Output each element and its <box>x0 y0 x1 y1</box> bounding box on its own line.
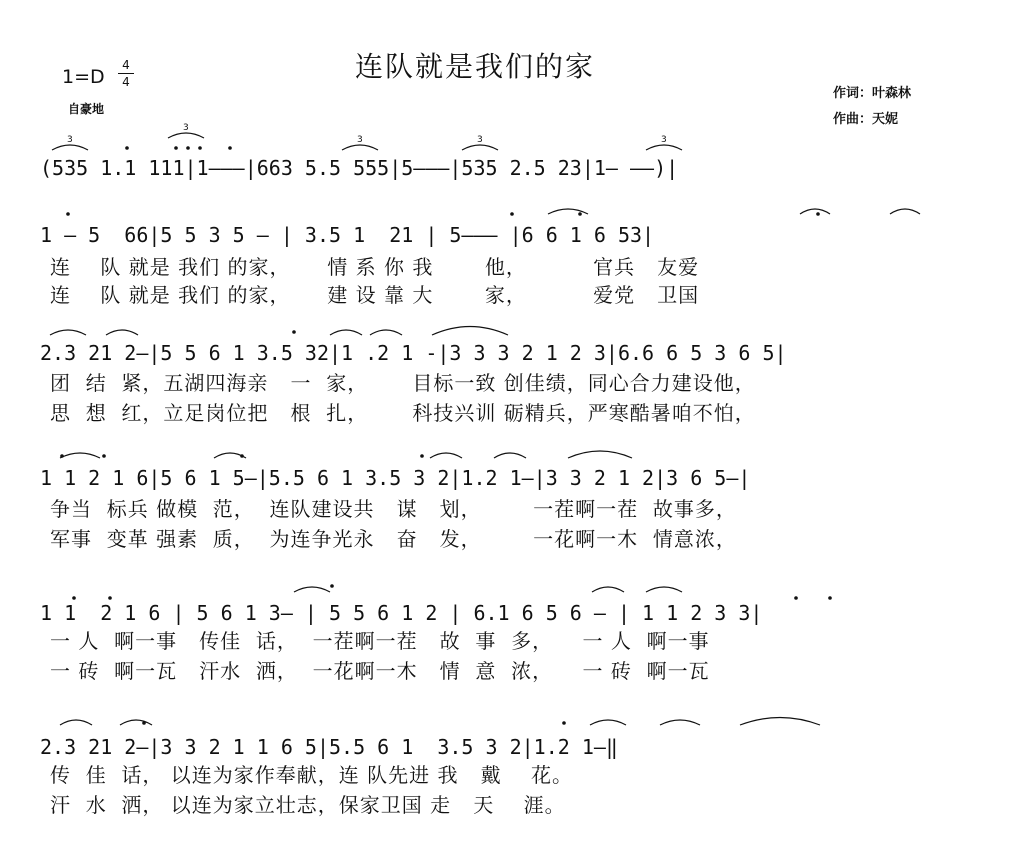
slur <box>50 330 86 335</box>
slur <box>800 209 830 214</box>
triplet-number: 3 <box>477 135 483 145</box>
slur <box>660 720 700 725</box>
octave-dot <box>102 454 106 458</box>
lyric-line-verse-1: 争当 标兵 做模 范， 连队建设共 谋 划， 一茬啊一茬 故事多， <box>50 497 737 521</box>
slur <box>890 209 920 214</box>
notation-line: 1 1 2 1 6|5 6 1 5—|5.5 6 1 3.5 3 2|1.2 1—|3 3 2 1 2|3 6 5—| <box>40 466 751 490</box>
lyric-line-verse-2: 一 砖 啊一瓦 汗水 洒， 一花啊一木 情 意 浓， 一 砖 啊一瓦 <box>50 659 710 683</box>
triplet-number: 3 <box>67 135 73 145</box>
octave-dot <box>125 146 129 150</box>
octave-dot <box>142 721 146 725</box>
lyric-line-verse-2: 军事 变革 强素 质， 为连争光永 奋 发， 一花啊一木 情意浓， <box>50 527 737 551</box>
lyric-line-verse-1: 传 佳 话， 以连为家作奉献，连 队先进 我 戴 花。 <box>50 763 574 787</box>
octave-dot <box>816 212 820 216</box>
octave-dot <box>330 584 334 588</box>
octave-dot <box>562 721 566 725</box>
slur <box>740 718 820 726</box>
slur <box>294 587 330 592</box>
triplet-number: 3 <box>183 123 189 133</box>
key-signature: 1=D <box>62 66 105 88</box>
slur <box>330 330 362 335</box>
time-signature-divider <box>118 73 134 74</box>
slur <box>494 453 526 458</box>
notation-line: 1 1 2 1 6 | 5 6 1 3— | 5 5 6 1 2 | 6.1 6 5 6 — | 1 1 2 3 3| <box>40 601 763 625</box>
triplet-number: 3 <box>357 135 363 145</box>
slur <box>106 330 138 335</box>
triplet-slur <box>646 145 682 150</box>
slur <box>592 587 624 592</box>
composer-credit: 作曲：天妮 <box>833 112 899 127</box>
time-signature <box>118 58 134 89</box>
slur <box>60 720 92 725</box>
octave-dot <box>174 146 178 150</box>
octave-dot <box>240 454 244 458</box>
lyricist-credit: 作词：叶森林 <box>833 86 912 101</box>
slur <box>60 453 100 458</box>
notation-line: (535 1.1 111|1———|663 5.5 555|5———|535 2.5 23|1— ——)| <box>40 156 679 180</box>
lyric-line-verse-2: 汗 水 洒， 以连为家立壮志，保家卫国 走 天 涯。 <box>50 793 566 817</box>
lyric-line-verse-2: 思 想 红，立足岗位把 根 扎， 科技兴训 砺精兵，严寒酷暑咱不怕， <box>50 401 756 425</box>
time-signature-bottom: 4 <box>122 75 130 89</box>
slur <box>568 451 632 458</box>
page-title: 连队就是我们的家 <box>355 50 596 83</box>
octave-dot <box>66 212 70 216</box>
triplet-slur <box>342 145 378 150</box>
lyric-line-verse-1: 一 人 啊一事 传佳 话， 一茬啊一茬 故 事 多， 一 人 啊一事 <box>50 629 710 653</box>
octave-dot <box>420 454 424 458</box>
notation-line: 2.3 21 2—|5 5 6 1 3.5 32|1 .2 1 -|3 3 3 2 1 2 3|6.6 6 5 3 6 5| <box>40 341 787 365</box>
slur <box>548 209 588 214</box>
notation-line: 1 — 5 66|5 5 3 5 — | 3.5 1 21 | 5——— |6 6 1 6 53| <box>40 223 655 247</box>
lyric-line-verse-2: 连 队 就是 我们 的家， 建 设 靠 大 家， 爱党 卫国 <box>50 283 700 307</box>
octave-dot <box>578 212 582 216</box>
slur <box>214 453 246 458</box>
triplet-slur <box>168 133 204 138</box>
tempo-marking: 自豪地 <box>68 102 105 116</box>
octave-dot <box>186 146 190 150</box>
lyric-line-verse-1: 连 队 就是 我们 的家， 情 系 你 我 他， 官兵 友爱 <box>50 255 700 279</box>
triplet-slur <box>462 145 498 150</box>
slur <box>430 453 462 458</box>
slur <box>370 330 402 335</box>
octave-dot <box>198 146 202 150</box>
octave-dot <box>228 146 232 150</box>
octave-dot <box>510 212 514 216</box>
slur <box>120 720 152 725</box>
triplet-slur <box>52 145 88 150</box>
notation-line: 2.3 21 2—|3 3 2 1 1 6 5|5.5 6 1 3.5 3 2|1.2 1—‖ <box>40 735 618 759</box>
octave-dot <box>60 454 64 458</box>
triplet-number: 3 <box>661 135 667 145</box>
slur <box>432 327 508 336</box>
octave-dot <box>292 330 296 334</box>
lyric-line-verse-1: 团 结 紧，五湖四海亲 一 家， 目标一致 创佳绩，同心合力建设他， <box>50 371 756 395</box>
time-signature-top: 4 <box>122 58 130 72</box>
slur <box>646 587 682 592</box>
slur <box>590 720 626 725</box>
